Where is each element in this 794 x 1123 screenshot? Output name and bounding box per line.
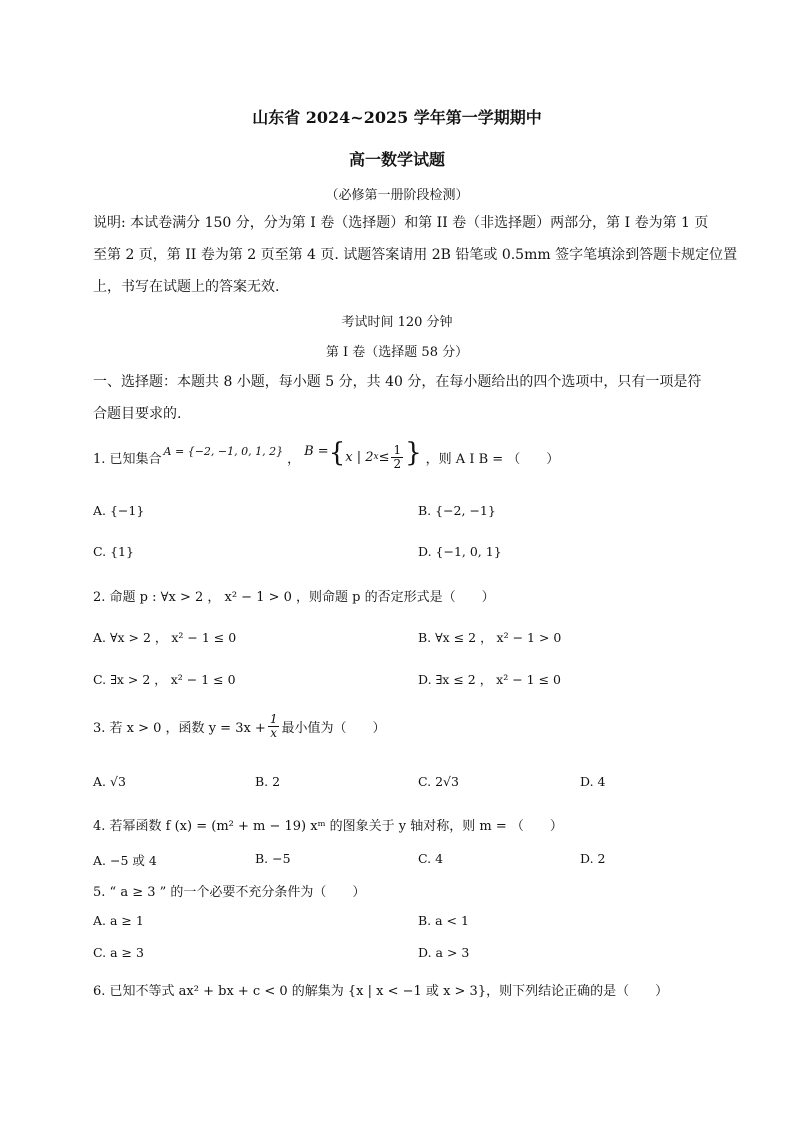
question-3-option-a: A. √3	[93, 774, 126, 789]
question-1-set-a: A = {−2, −1, 0, 1, 2}	[163, 444, 284, 458]
question-5-option-b: B. a < 1	[418, 913, 469, 928]
exam-time: 考试时间 120 分钟	[341, 315, 453, 330]
question-3-suffix: 最小值为（ ）	[281, 720, 386, 736]
question-1-fraction: $\frac{1}{2}$	[393, 442, 402, 471]
question-3-fraction: $\frac{1}{x}$	[269, 711, 278, 740]
question-3-prefix: 3. 若 x > 0 ，函数 y = 3x +	[93, 720, 266, 736]
question-1-set-b-le: ≤	[378, 449, 390, 465]
question-4-option-a: A. −5 或 4	[93, 853, 157, 868]
question-1-option-d: D. {−1, 0, 1}	[418, 544, 502, 559]
question-1-option-b: B. {−2, −1}	[418, 503, 496, 518]
instructions-line1: 说明: 本试卷满分 150 分，分为第 I 卷（选择题）和第 II 卷（非选择题）两部分，第 I 卷为第 1 页	[93, 215, 709, 231]
question-1-stem: 1. 已知集合 A = {−2, −1, 0, 1, 2} ， B = { x | 2 x ≤ $\frac{1}{2}$ } ，则 A I B = （ ）	[93, 438, 560, 471]
part1-title: 第 I 卷（选择题 58 分）	[325, 345, 469, 360]
question-3-option-d: D. 4	[580, 774, 606, 789]
question-5-option-a: A. a ≥ 1	[93, 913, 144, 928]
question-1-option-c: C. {1}	[93, 544, 134, 559]
question-6-stem: 6. 已知不等式 ax² + bx + c < 0 的解集为 {x | x < −1 或 x > 3}，则下列结论正确的是（ ）	[93, 984, 669, 999]
question-2-option-d: D. ∃x ≤ 2 ， x² − 1 ≤ 0	[418, 672, 561, 687]
question-3-option-b: B. 2	[255, 774, 281, 789]
question-5-option-d: D. a > 3	[418, 945, 470, 960]
question-1-set-b-exp: x	[373, 452, 379, 462]
question-1-suffix: ，则 A I B = （ ）	[425, 451, 560, 467]
question-5-stem: 5. “ a ≥ 3 ” 的一个必要不充分条件为（ ）	[93, 885, 366, 900]
section1-line1: 一、选择题：本题共 8 小题，每小题 5 分，共 40 分，在每小题给出的四个选项中，只有一项是符	[93, 374, 702, 390]
question-5-option-c: C. a ≥ 3	[93, 945, 144, 960]
question-3-stem	[93, 706, 385, 746]
question-2-option-a: A. ∀x > 2 ， x² − 1 ≤ 0	[93, 630, 237, 645]
question-1-option-a: A. {−1}	[93, 503, 145, 518]
question-2-stem: 2. 命题 p : ∀x > 2 ， x² − 1 > 0 ，则命题 p 的否定形式是（ ）	[93, 590, 495, 605]
exam-subtitle: （必修第一册阶段检测）	[325, 188, 469, 203]
question-3-option-c: C. 2√3	[418, 774, 459, 789]
exam-title-line2: 高一数学试题	[348, 150, 445, 169]
question-1-set-b-label: B =	[304, 443, 329, 459]
question-4-option-b: B. −5	[255, 851, 291, 866]
question-4-option-d: D. 2	[580, 851, 606, 866]
question-2-option-b: B. ∀x ≤ 2 ， x² − 1 > 0	[418, 630, 562, 645]
section1-line2: 合题目要求的.	[93, 406, 182, 422]
question-1-set-b-inner: x | 2	[345, 449, 374, 465]
question-4-stem: 4. 若幂函数 f (x) = (m² + m − 19) xᵐ 的图象关于 y 轴对称，则 m = （ ）	[93, 819, 563, 834]
question-1-prefix: 1. 已知集合	[93, 451, 162, 467]
exam-title-line1: 山东省 2024~2025 学年第一学期期中	[252, 108, 542, 127]
question-2-option-c: C. ∃x > 2 ， x² − 1 ≤ 0	[93, 672, 236, 687]
question-4-option-c: C. 4	[418, 851, 444, 866]
instructions-line2: 至第 2 页，第 II 卷为第 2 页至第 4 页. 试题答案请用 2B 铅笔或 0.5mm 签字笔填涂到答题卡规定位置	[93, 247, 738, 263]
instructions-line3: 上，书写在试题上的答案无效.	[93, 279, 280, 295]
